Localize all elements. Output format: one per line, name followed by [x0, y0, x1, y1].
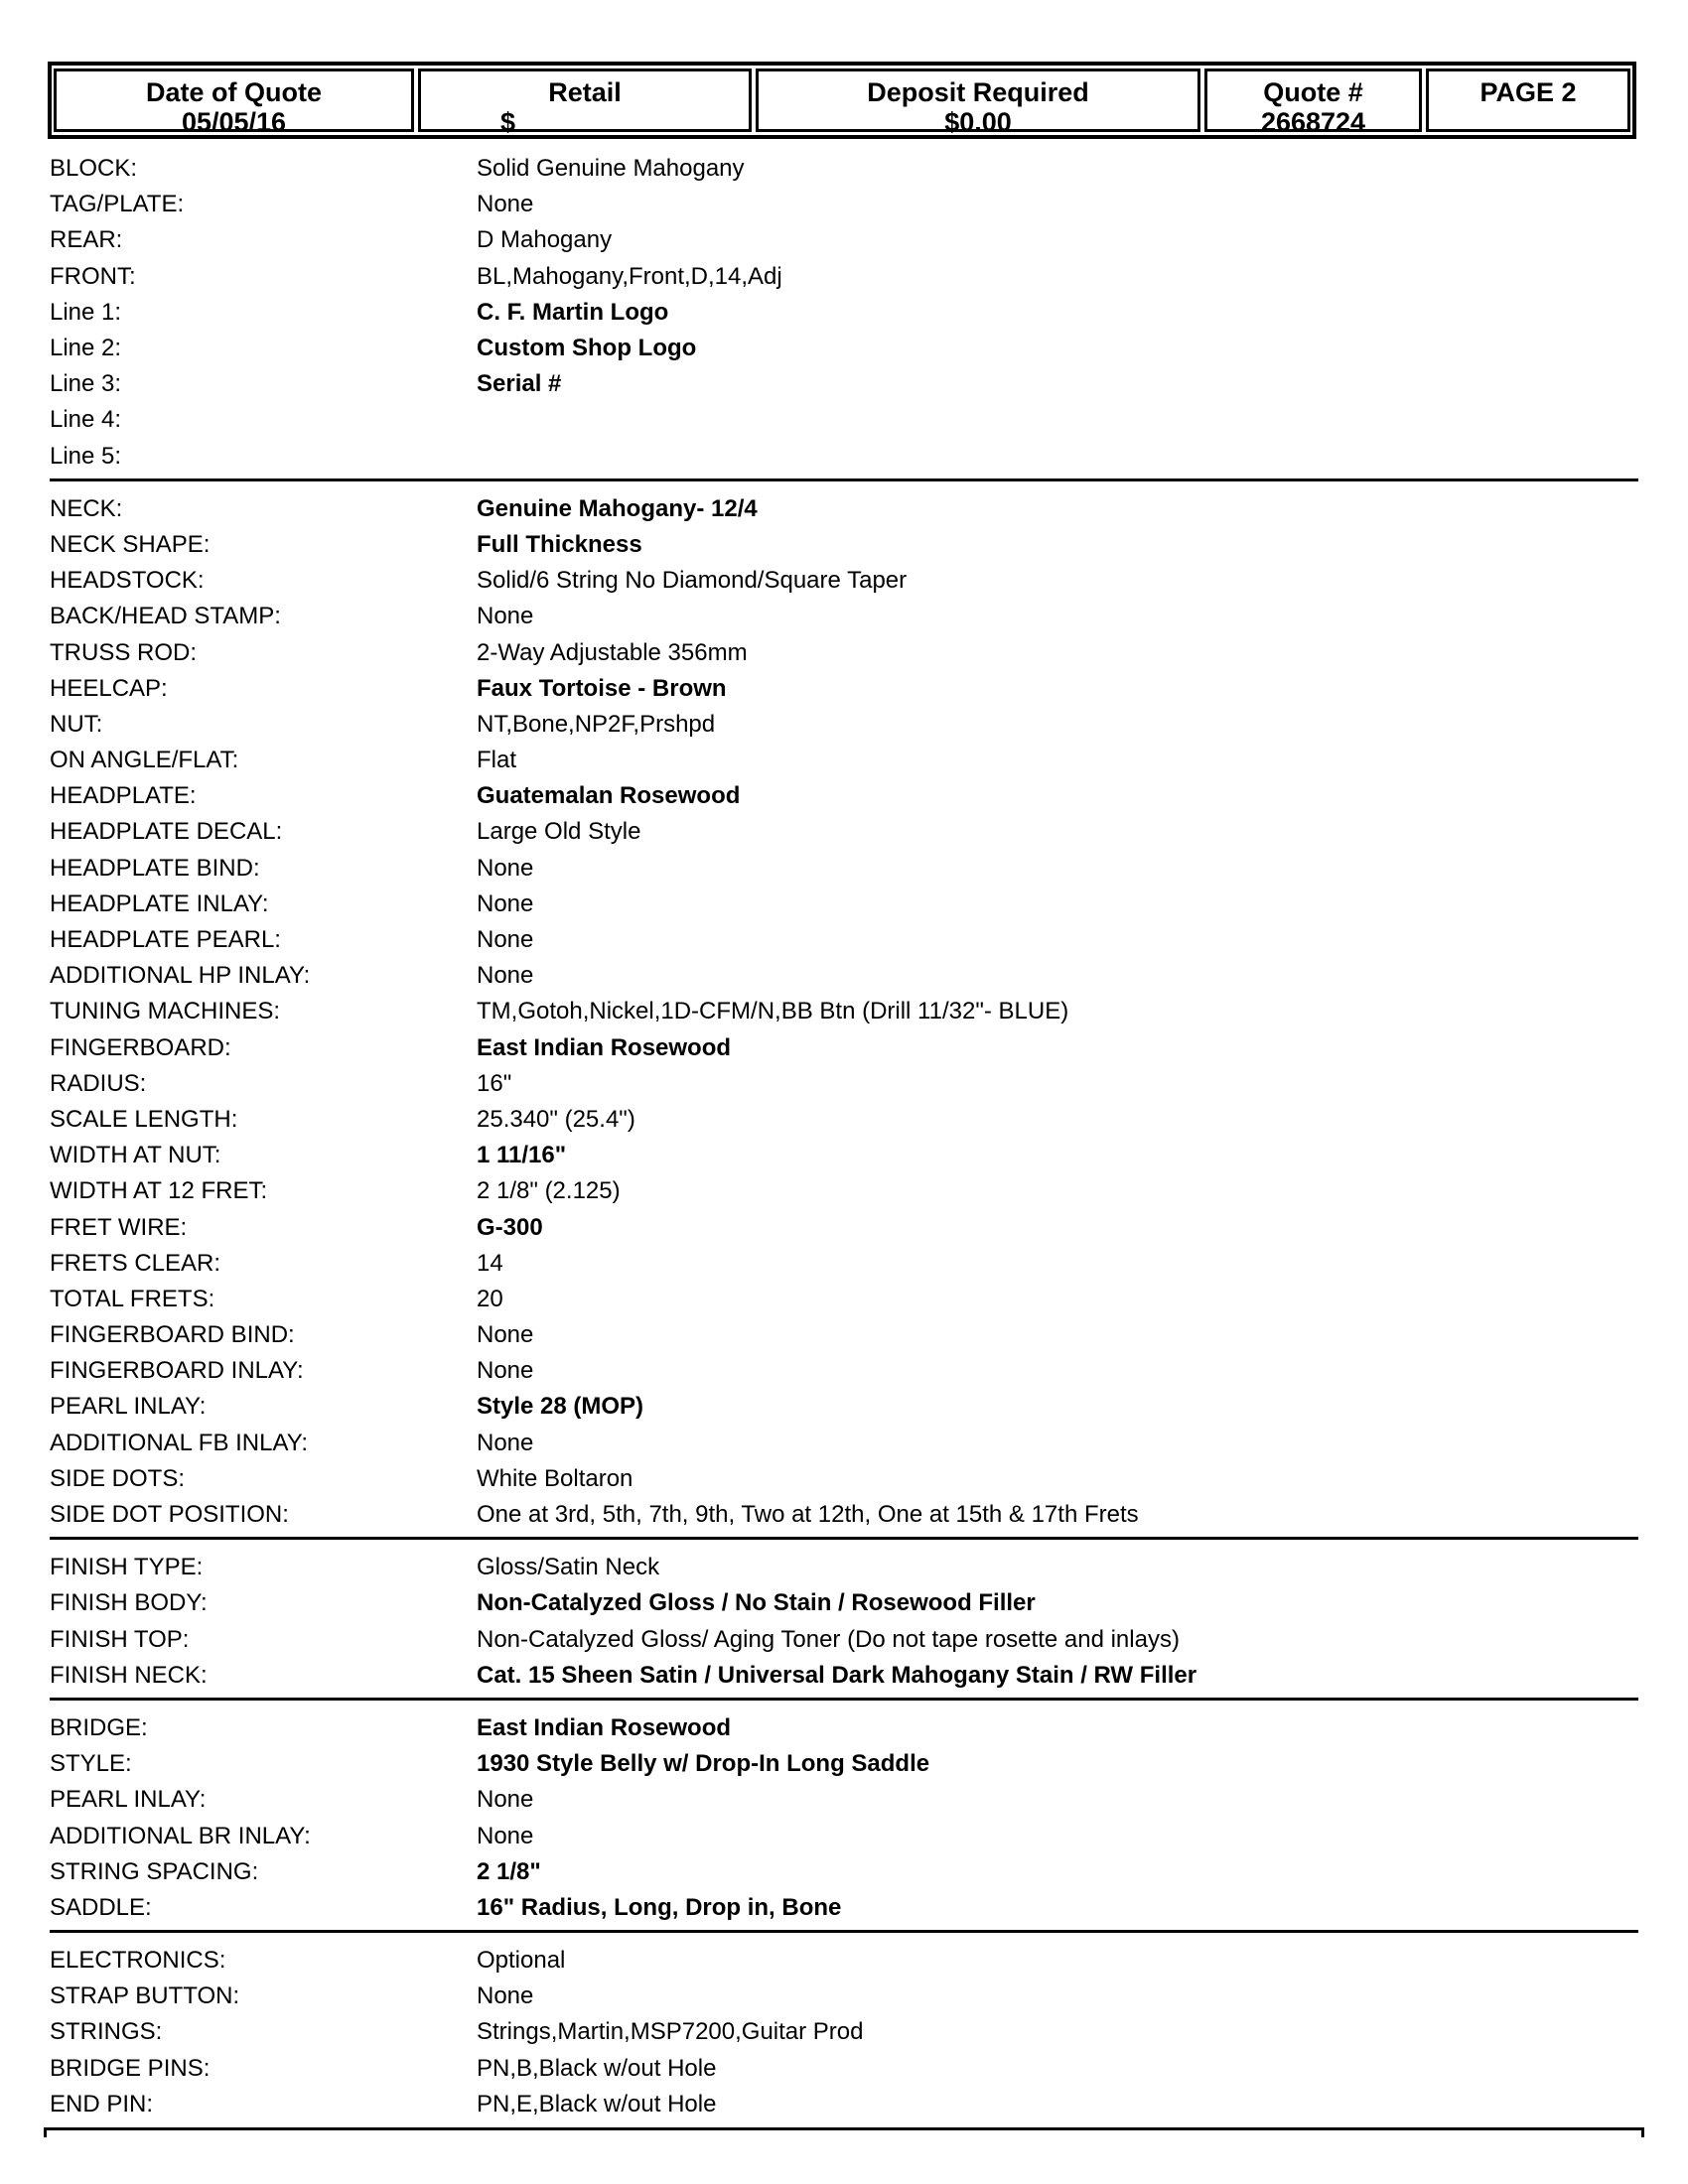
- spec-row: [50, 1943, 1638, 1979]
- spec-row: [50, 1209, 1638, 1245]
- spec-row: [50, 1461, 1638, 1497]
- spec-value: Full Thickness: [477, 530, 642, 558]
- spec-row: [50, 331, 1638, 366]
- deposit-required-label: Deposit Required: [867, 77, 1089, 107]
- spec-value: Strings,Martin,MSP7200,Guitar Prod: [477, 2018, 864, 2046]
- spec-label: REAR:: [50, 226, 123, 254]
- spec-label: BRIDGE:: [50, 1713, 148, 1741]
- spec-row: [50, 491, 1638, 527]
- quote-number-cell: [1204, 68, 1422, 137]
- spec-label: ADDITIONAL FB INLAY:: [50, 1429, 309, 1456]
- spec-label: TOTAL FRETS:: [50, 1285, 215, 1312]
- spec-label: WIDTH AT NUT:: [50, 1142, 221, 1169]
- spec-label: FINISH NECK:: [50, 1661, 208, 1689]
- spec-label: NECK SHAPE:: [50, 530, 211, 558]
- spec-row: [50, 222, 1638, 258]
- spec-label: SCALE LENGTH:: [50, 1105, 238, 1133]
- spec-value: Gloss/Satin Neck: [477, 1554, 660, 1581]
- spec-label: STRINGS:: [50, 2018, 163, 2046]
- spec-value: D Mahogany: [477, 226, 613, 254]
- spec-label: Line 4:: [50, 406, 122, 434]
- spec-row: [50, 402, 1638, 438]
- spec-value: None: [477, 1982, 534, 2010]
- spec-label: FINGERBOARD BIND:: [50, 1321, 295, 1349]
- spec-label: HEADPLATE INLAY:: [50, 889, 269, 917]
- spec-label: SIDE DOTS:: [50, 1464, 186, 1492]
- footer-divider: [44, 2127, 1644, 2130]
- spec-label: PEARL INLAY:: [50, 1786, 207, 1814]
- spec-label: ON ANGLE/FLAT:: [50, 747, 239, 774]
- spec-row: [50, 707, 1638, 743]
- spec-value: East Indian Rosewood: [477, 1033, 732, 1061]
- spec-value: East Indian Rosewood: [477, 1713, 732, 1741]
- spec-row: [50, 994, 1638, 1029]
- spec-label: HEADPLATE PEARL:: [50, 926, 281, 954]
- spec-value: 16" Radius, Long, Drop in, Bone: [477, 1893, 842, 1921]
- spec-value: Faux Tortoise - Brown: [477, 674, 727, 702]
- spec-row: [50, 2014, 1638, 2050]
- spec-label: STRING SPACING:: [50, 1857, 259, 1885]
- retail-cell: [418, 68, 752, 137]
- spec-label: RADIUS:: [50, 1069, 147, 1097]
- spec-label: FINGERBOARD INLAY:: [50, 1357, 304, 1385]
- spec-value: None: [477, 1822, 534, 1849]
- spec-row: [50, 814, 1638, 850]
- spec-value: Solid Genuine Mahogany: [477, 155, 745, 183]
- spec-label: STRAP BUTTON:: [50, 1982, 240, 2010]
- spec-value: Style 28 (MOP): [477, 1393, 644, 1421]
- spec-row: [50, 1585, 1638, 1621]
- spec-row: [50, 634, 1638, 670]
- spec-label: WIDTH AT 12 FRET:: [50, 1177, 268, 1205]
- spec-value: Optional: [477, 1947, 566, 1975]
- quote-number-value: 2668724: [1260, 107, 1366, 137]
- spec-row: [50, 563, 1638, 599]
- spec-section: [50, 151, 1638, 481]
- spec-label: HEADPLATE DECAL:: [50, 818, 283, 846]
- spec-value: Guatemalan Rosewood: [477, 782, 741, 810]
- spec-row: [50, 2051, 1638, 2087]
- spec-value: TM,Gotoh,Nickel,1D-CFM/N,BB Btn (Drill 11/32"- BLUE): [477, 998, 1069, 1025]
- spec-row: [50, 1317, 1638, 1353]
- spec-row: [50, 527, 1638, 563]
- spec-row: [50, 151, 1638, 187]
- spec-label: STYLE:: [50, 1750, 132, 1778]
- spec-label: PEARL INLAY:: [50, 1393, 207, 1421]
- spec-value: 1930 Style Belly w/ Drop-In Long Saddle: [477, 1750, 930, 1778]
- spec-label: TUNING MACHINES:: [50, 998, 281, 1025]
- spec-row: [50, 295, 1638, 331]
- spec-value: Non-Catalyzed Gloss / No Stain / Rosewood Filler: [477, 1589, 1036, 1617]
- spec-value: Large Old Style: [477, 818, 641, 846]
- spec-row: [50, 851, 1638, 887]
- spec-value: BL,Mahogany,Front,D,14,Adj: [477, 262, 782, 290]
- spec-row: [50, 958, 1638, 994]
- spec-label: SADDLE:: [50, 1893, 152, 1921]
- spec-row: [50, 1173, 1638, 1209]
- spec-label: BLOCK:: [50, 155, 138, 183]
- spec-label: ELECTRONICS:: [50, 1947, 226, 1975]
- spec-row: [50, 1282, 1638, 1317]
- spec-label: ADDITIONAL HP INLAY:: [50, 962, 311, 990]
- spec-label: HEADPLATE:: [50, 782, 197, 810]
- spec-label: END PIN:: [50, 2090, 154, 2117]
- spec-row: [50, 1246, 1638, 1282]
- spec-sheet: [50, 151, 1638, 2136]
- spec-label: Line 1:: [50, 298, 122, 326]
- spec-row: [50, 1426, 1638, 1461]
- spec-label: FRETS CLEAR:: [50, 1249, 221, 1277]
- spec-value: 2-Way Adjustable 356mm: [477, 638, 748, 666]
- spec-value: 25.340" (25.4"): [477, 1105, 635, 1133]
- spec-label: SIDE DOT POSITION:: [50, 1501, 289, 1529]
- spec-row: [50, 671, 1638, 707]
- spec-row: [50, 1102, 1638, 1138]
- spec-row: [50, 1622, 1638, 1658]
- spec-label: BRIDGE PINS:: [50, 2054, 211, 2082]
- spec-row: [50, 1890, 1638, 1926]
- spec-label: TAG/PLATE:: [50, 191, 185, 218]
- spec-row: [50, 1782, 1638, 1818]
- spec-label: FINGERBOARD:: [50, 1033, 231, 1061]
- spec-value: G-300: [477, 1213, 543, 1241]
- deposit-required-cell: [756, 68, 1200, 137]
- spec-value: White Boltaron: [477, 1464, 633, 1492]
- spec-value: None: [477, 603, 534, 630]
- spec-value: 1 11/16": [477, 1142, 567, 1169]
- spec-section: [50, 1710, 1638, 1933]
- spec-value: None: [477, 889, 534, 917]
- spec-row: [50, 1066, 1638, 1102]
- spec-value: Genuine Mahogany- 12/4: [477, 494, 758, 522]
- spec-value: None: [477, 1429, 534, 1456]
- spec-value: PN,E,Black w/out Hole: [477, 2090, 717, 2117]
- spec-value: Serial #: [477, 370, 562, 398]
- spec-row: [50, 1353, 1638, 1389]
- spec-value: None: [477, 1357, 534, 1385]
- spec-label: Line 2:: [50, 335, 122, 362]
- spec-row: [50, 922, 1638, 958]
- spec-value: One at 3rd, 5th, 7th, 9th, Two at 12th, One at 15th & 17th Frets: [477, 1501, 1139, 1529]
- spec-label: Line 3:: [50, 370, 122, 398]
- quote-number-label: Quote #: [1263, 77, 1363, 107]
- spec-label: FRET WIRE:: [50, 1213, 188, 1241]
- spec-label: FINISH BODY:: [50, 1589, 208, 1617]
- spec-row: [50, 1030, 1638, 1066]
- date-of-quote-cell: [54, 68, 414, 137]
- spec-value: 16": [477, 1069, 512, 1097]
- spec-value: 14: [477, 1249, 503, 1277]
- retail-label: Retail: [548, 77, 622, 107]
- spec-label: FRONT:: [50, 262, 136, 290]
- spec-section: [50, 1943, 1638, 2126]
- page-number-label: PAGE 2: [1479, 77, 1577, 107]
- spec-label: HEADPLATE BIND:: [50, 854, 260, 882]
- spec-row: [50, 1389, 1638, 1425]
- spec-row: [50, 2087, 1638, 2122]
- spec-value: Flat: [477, 747, 517, 774]
- spec-value: 2 1/8": [477, 1857, 541, 1885]
- spec-row: [50, 1550, 1638, 1585]
- spec-row: [50, 187, 1638, 222]
- spec-row: [50, 743, 1638, 778]
- spec-row: [50, 599, 1638, 634]
- spec-value: None: [477, 1321, 534, 1349]
- spec-value: PN,B,Black w/out Hole: [477, 2054, 717, 2082]
- spec-row: [50, 259, 1638, 295]
- spec-label: TRUSS ROD:: [50, 638, 198, 666]
- spec-section: [50, 491, 1638, 1540]
- spec-row: [50, 1854, 1638, 1890]
- spec-label: NUT:: [50, 710, 103, 738]
- spec-row: [50, 439, 1638, 475]
- deposit-required-value: $0.00: [944, 107, 1012, 137]
- spec-value: None: [477, 926, 534, 954]
- spec-value: Custom Shop Logo: [477, 335, 697, 362]
- spec-value: C. F. Martin Logo: [477, 298, 669, 326]
- spec-label: Line 5:: [50, 442, 122, 470]
- spec-row: [50, 1138, 1638, 1173]
- quote-header: [48, 62, 1636, 139]
- spec-section: [50, 1550, 1638, 1701]
- spec-label: FINISH TYPE:: [50, 1554, 204, 1581]
- spec-value: NT,Bone,NP2F,Prshpd: [477, 710, 716, 738]
- date-of-quote-label: Date of Quote: [145, 77, 322, 107]
- spec-value: 20: [477, 1285, 503, 1312]
- spec-label: FINISH TOP:: [50, 1625, 190, 1653]
- retail-value: $: [500, 107, 516, 137]
- spec-label: NECK:: [50, 494, 123, 522]
- spec-value: Non-Catalyzed Gloss/ Aging Toner (Do not tape rosette and inlays): [477, 1625, 1180, 1653]
- spec-value: None: [477, 1786, 534, 1814]
- spec-row: [50, 1710, 1638, 1746]
- spec-value: None: [477, 854, 534, 882]
- spec-row: [50, 887, 1638, 922]
- spec-label: HEADSTOCK:: [50, 567, 205, 595]
- spec-row: [50, 1979, 1638, 2014]
- page-number-cell: [1426, 68, 1630, 132]
- spec-value: None: [477, 191, 534, 218]
- spec-label: ADDITIONAL BR INLAY:: [50, 1822, 311, 1849]
- spec-value: 2 1/8" (2.125): [477, 1177, 621, 1205]
- spec-label: BACK/HEAD STAMP:: [50, 603, 281, 630]
- spec-row: [50, 1497, 1638, 1533]
- spec-row: [50, 778, 1638, 814]
- spec-row: [50, 1746, 1638, 1782]
- spec-row: [50, 1658, 1638, 1694]
- spec-value: Solid/6 String No Diamond/Square Taper: [477, 567, 908, 595]
- spec-row: [50, 366, 1638, 402]
- spec-row: [50, 1818, 1638, 1853]
- date-of-quote-value: 05/05/16: [181, 107, 287, 137]
- spec-value: None: [477, 962, 534, 990]
- spec-value: Cat. 15 Sheen Satin / Universal Dark Mahogany Stain / RW Filler: [477, 1661, 1197, 1689]
- spec-label: HEELCAP:: [50, 674, 168, 702]
